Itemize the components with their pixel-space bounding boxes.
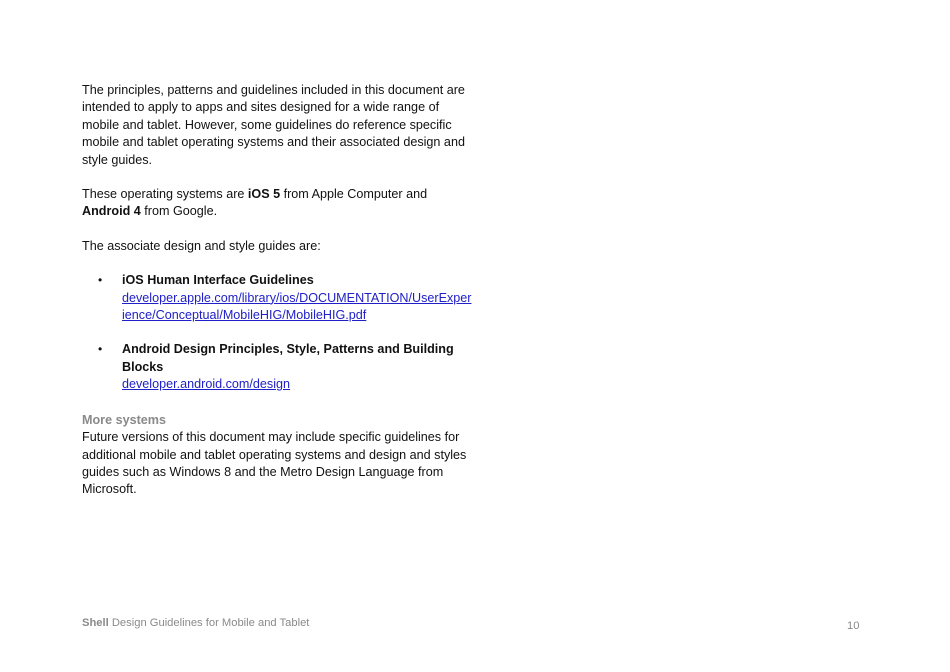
bullet-icon: • — [98, 273, 103, 288]
more-systems-paragraph: Future versions of this document may include specific guidelines for additional mobile and tablet operating systems and design and styles guides such as Windows 8 and the Metro Design Language from Microsoft. — [82, 430, 467, 497]
intro-paragraph: The principles, patterns and guidelines included in this document are intended to apply to apps and sites designed for a wide range of mobile and tablet. However, some guidelines do reference specific mobile and tablet operating systems and their associated design and style guides. — [82, 83, 465, 167]
footer-brand: Shell — [82, 617, 109, 629]
list-item — [82, 341, 472, 393]
paragraph-spacer — [82, 255, 472, 272]
paragraph-spacer — [82, 221, 472, 238]
os-sentence-suffix: from Google. — [140, 204, 218, 219]
list-spacer — [82, 324, 472, 341]
list-item — [82, 272, 472, 324]
operating-systems-paragraph — [82, 186, 472, 221]
os-sentence-middle: from Apple Computer and — [280, 187, 428, 202]
reference-title: Android Design Principles, Style, Patterns and Building Blocks — [122, 342, 454, 374]
footer — [82, 617, 309, 629]
ios-version-text: iOS 5 — [247, 187, 281, 202]
section-heading: More systems — [82, 412, 166, 427]
reference-link[interactable]: developer.android.com/design — [122, 377, 291, 392]
guides-intro-paragraph: The associate design and style guides are: — [82, 238, 321, 253]
section-spacer — [82, 394, 472, 412]
os-sentence-prefix: These operating systems are — [82, 187, 248, 202]
footer-title: Design Guidelines for Mobile and Tablet — [108, 617, 310, 629]
paragraph-spacer — [82, 169, 472, 186]
design-guides-list — [82, 272, 472, 393]
page-content — [82, 82, 472, 499]
reference-link[interactable]: developer.apple.com/library/ios/DOCUMENTATION/UserExperience/Conceptual/MobileHIG/MobileHIG.pdf — [122, 290, 472, 323]
page-number: 10 — [847, 620, 860, 632]
android-version-text: Android 4 — [82, 204, 141, 219]
reference-title: iOS Human Interface Guidelines — [122, 273, 314, 288]
bullet-icon: • — [98, 342, 103, 357]
